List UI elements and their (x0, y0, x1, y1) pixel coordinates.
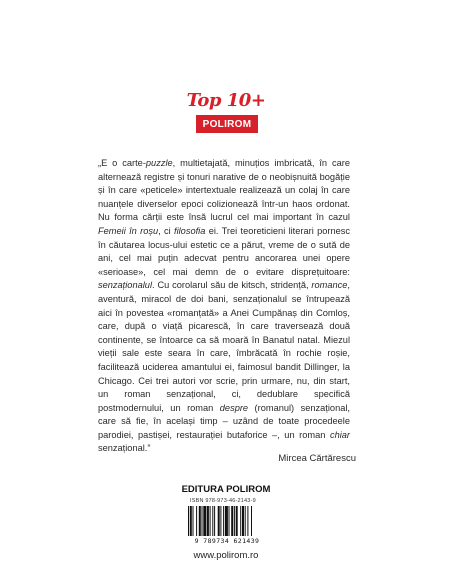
blurb-italic-run: despre (219, 402, 249, 413)
blurb-italic-run: senzaționalul (98, 280, 152, 291)
barcode-digits: 9 789734 621439 (194, 537, 260, 545)
blurb-text-run: , aventură, miracol de doi bani, senzaționalul se întrupează aici în povestea «romanțată» a Anei Cumpănaș din Comloș, care, după o viață picarescă, în care traversează două continente, se întoarce ca să moară în Banatul natal. Miezul vieții sale este seara în care, îmbrăcată în rochie roșie, facilitează uciderea amantului ei, faimosul bandit Dillinger, la Chicago. Cei trei autori vor scrie, prin urmare, nu, din start, un roman senzațional, ci, dedublare specifică postmodernului, un roman (98, 280, 350, 413)
blurb-italic-run: romance (311, 280, 348, 291)
blurb-text-run: . Cu corolarul său de kitsch, stridență, (152, 280, 312, 291)
blurb-text-run: (romanul) senzațional, care să fie, în același timp – uzând de toate procedeele parodiei, pastișei, restaurației butaforice –, un roman (98, 402, 350, 440)
website-link[interactable]: www.polirom.ro (193, 550, 259, 561)
barcode-icon (188, 506, 264, 536)
blurb-italic-run: Femeii în roșu (98, 225, 159, 236)
publisher-badge: POLIROM (196, 115, 258, 133)
blurb-text-run: ei. Trei teoreticieni literari pornesc în căutarea locus-ului estetic ce a părut, vreme de o sută de ani, cel mai puțin adecvat pentru ancorarea unei opere «serioase», cel mai demn de o evitare disprețuitoare: (98, 225, 350, 277)
blurb-text-run: , ci (158, 225, 174, 236)
series-title: Top 10+ (186, 90, 266, 111)
blurb-italic-run: puzzle (145, 158, 173, 168)
blurb-paragraph (98, 157, 350, 456)
isbn-text: ISBN 978-973-46-2143-9 (190, 498, 256, 504)
blurb-text-run: , multietajată, minuțios imbricată, în care alternează registre și tonuri narative de o neobișnuită bogăție și în care «peticele» intertextuale realizează un colaj în care nuanțele diverselor epoci colizionează într-un haos ordonat. Nu forma cărții este însă lucrul cel mai important în cazul (98, 158, 350, 223)
blurb-author: Mircea Cărtărescu (278, 453, 356, 464)
blurb-text-run: „E o carte- (98, 158, 146, 168)
blurb-italic-run: filosofia (174, 225, 206, 236)
back-cover-blurb (98, 157, 350, 456)
blurb-italic-run: chiar (329, 429, 350, 440)
publisher-name: EDITURA POLIROM (181, 484, 271, 495)
blurb-text-run: senzațional.” (98, 443, 151, 454)
